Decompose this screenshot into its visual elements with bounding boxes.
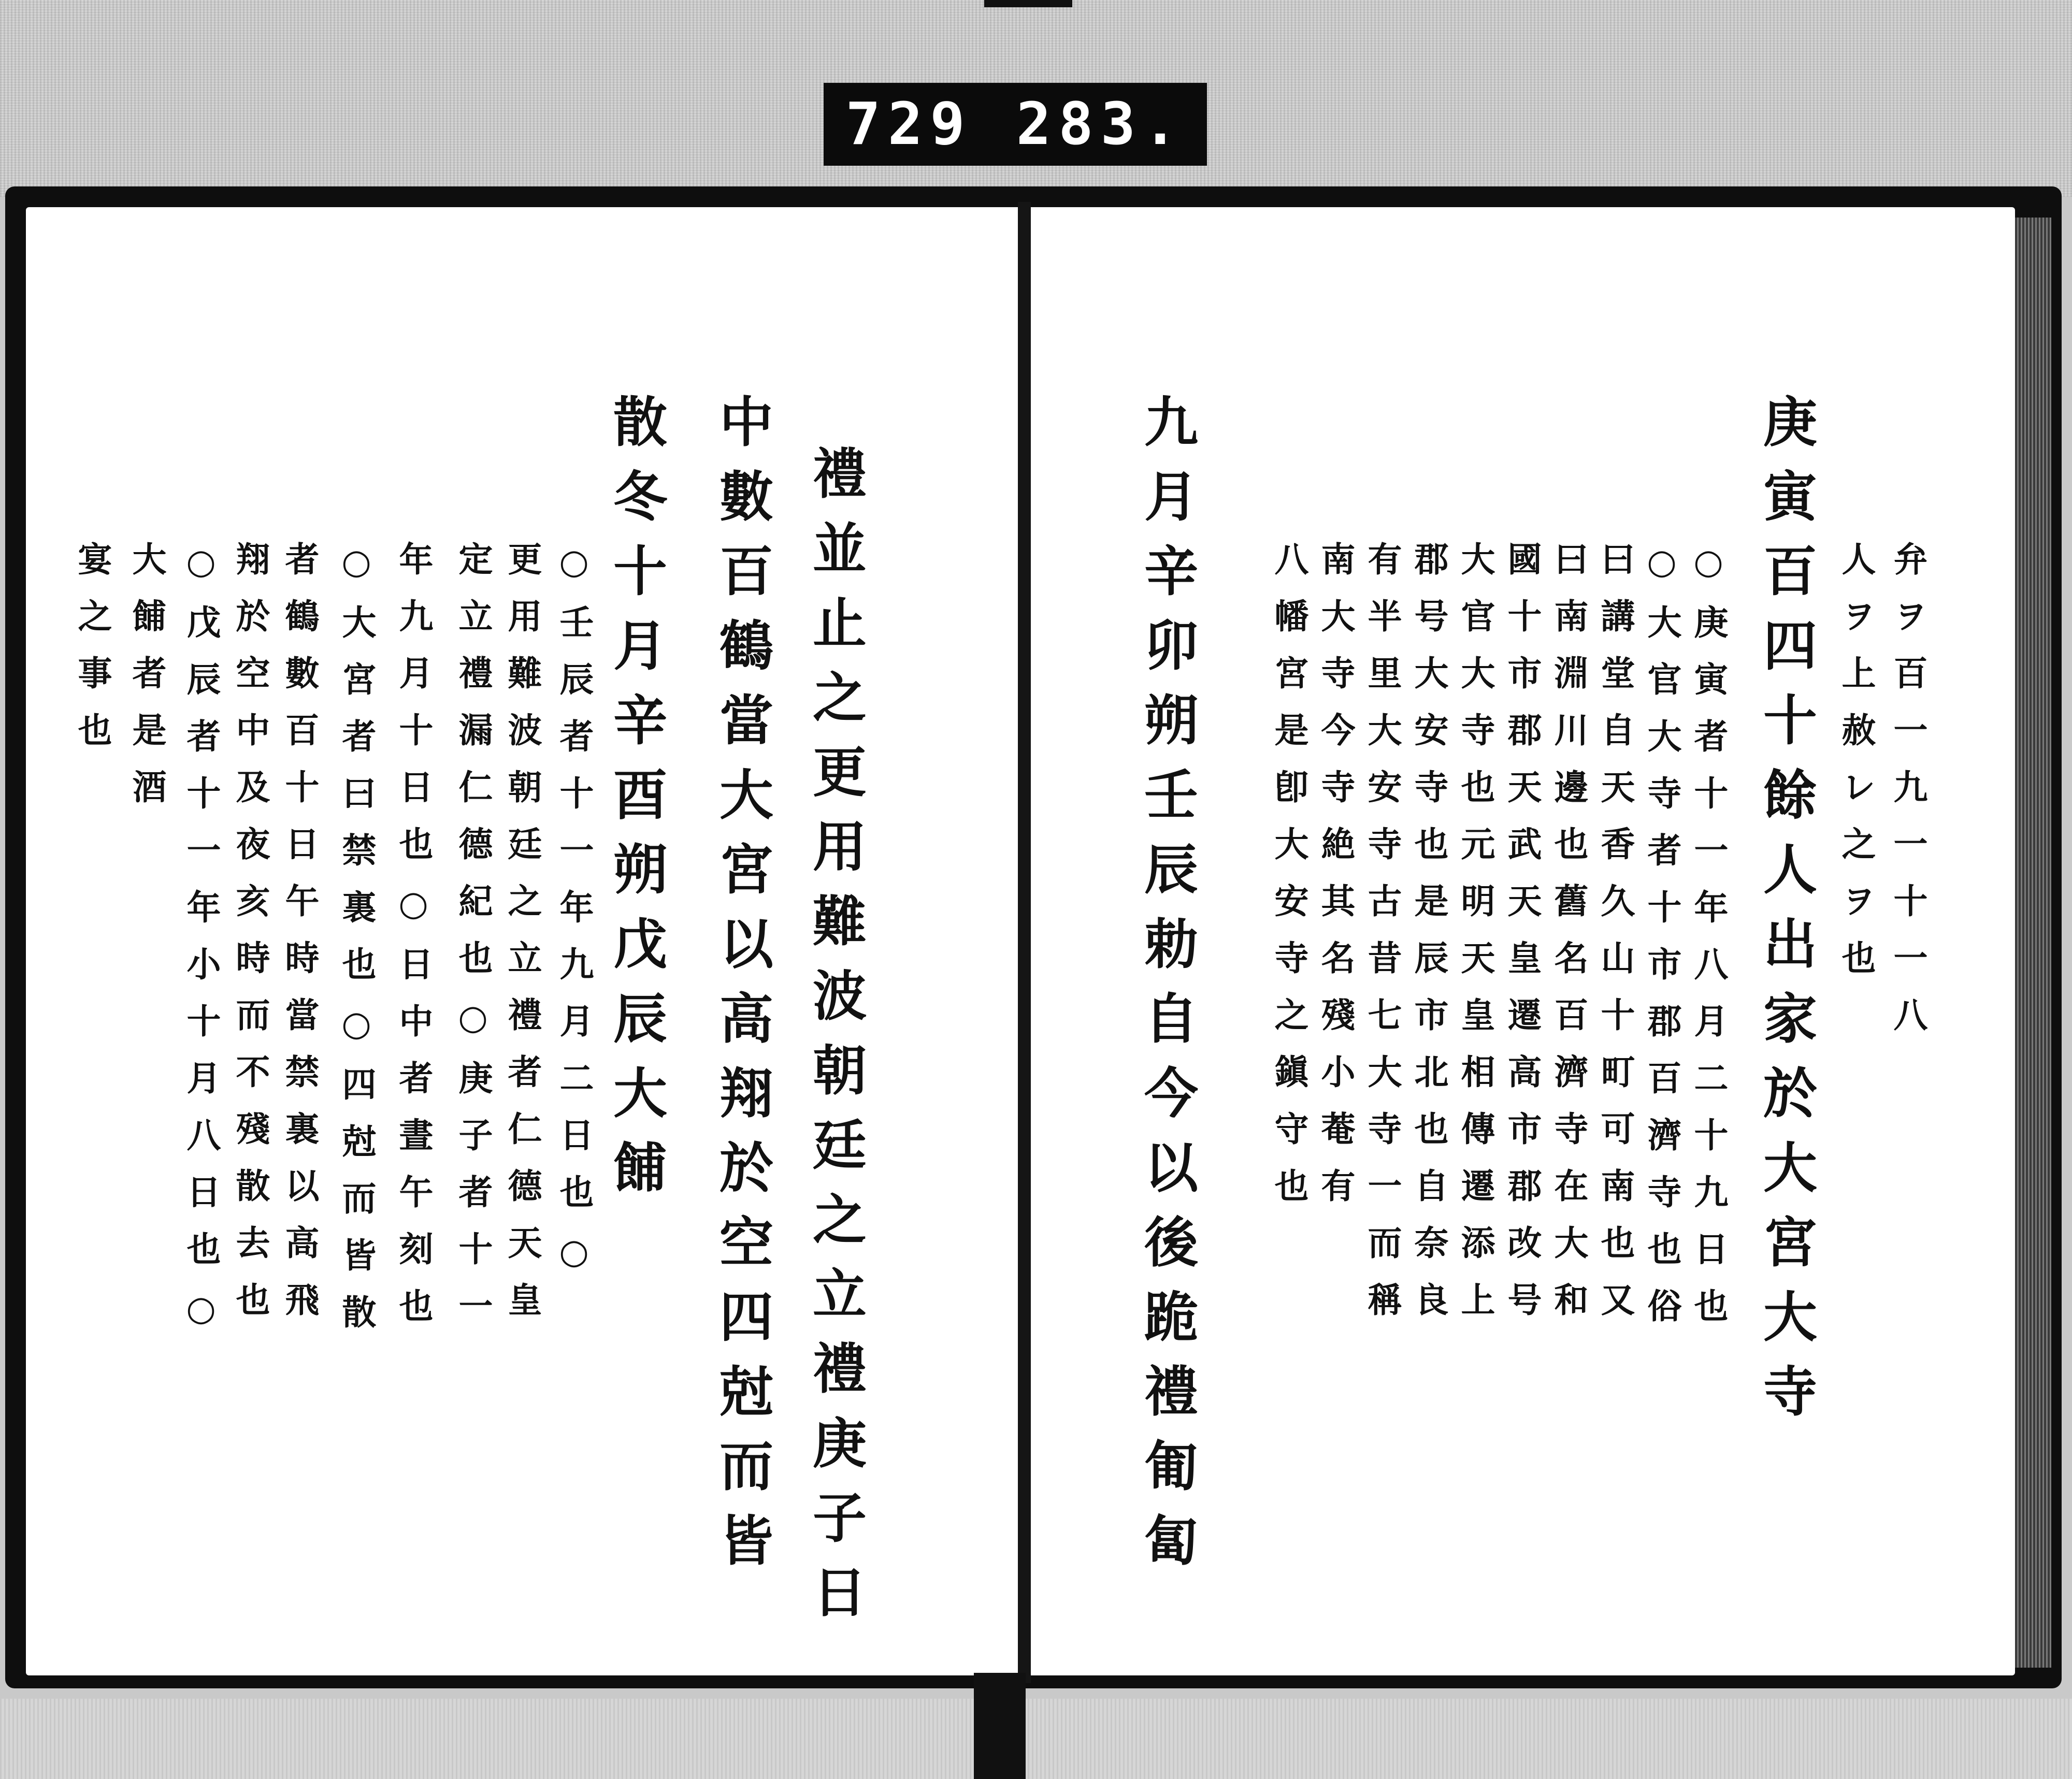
text-column-large: 中數百鶴當大宮以高翔於空四尅而皆 (710, 394, 774, 1587)
text-column: 國十市郡天武天皇遷高市郡改号 (1502, 541, 1542, 1339)
text-column: 者鶴數百十日午時當禁裏以高飛 (279, 541, 320, 1339)
text-column: ○戊辰者十一年小十月八日也○ (181, 541, 221, 1351)
text-column: ○壬辰者十一年九月二日也○ (554, 541, 594, 1294)
scanner-background-bottom (0, 1699, 2072, 1779)
text-column: 宴之事也 (72, 541, 112, 769)
text-column: 曰南淵川邊也舊名百濟寺在大和 (1548, 541, 1589, 1339)
text-column: 曰講堂自天香久山十町可南也又 (1595, 541, 1635, 1339)
text-column-large: 禮並止之更用難波朝廷之立禮庚子日 (803, 445, 867, 1639)
film-marker-top (984, 0, 1072, 7)
text-column-large: 庚寅百四十餘人出家於大宮大寺 (1754, 394, 1818, 1438)
text-column-large: 九月辛卯朔壬辰勅自今以後跪禮匍匐 (1135, 394, 1199, 1587)
text-column: 八幡宮是卽大安寺之鎭守也 (1269, 541, 1309, 1225)
text-column: ○庚寅者十一年八月二十九日也 (1688, 541, 1729, 1345)
text-column-large: 散冬十月辛酉朔戊辰大餔 (604, 394, 668, 1214)
text-column: ○大官大寺者十市郡百濟寺也俗 (1642, 541, 1682, 1345)
text-column: 有半里大安寺古昔七大寺一而稱 (1362, 541, 1402, 1339)
text-column: 年九月十日也○日中者晝午刻也 (393, 541, 434, 1345)
text-column: 大官大寺也元明天皇相傳遷添上 (1455, 541, 1495, 1339)
text-column: 南大寺今寺絶其名殘小菴有 (1315, 541, 1356, 1225)
frame-number-left: 729 (845, 91, 972, 158)
text-column: 人ヲ上赦レ之ヲ也 (1836, 541, 1876, 997)
page-edges (2015, 218, 2051, 1668)
film-marker-bottom (974, 1673, 1026, 1779)
book-gutter (1018, 202, 1031, 1683)
text-column: ○大宮者曰禁裏也○四尅而皆散 (336, 541, 377, 1351)
text-column: 更用難波朝廷之立禮者仁德天皇 (502, 541, 542, 1339)
text-column: 郡号大安寺也是辰市北也自奈良 (1408, 541, 1449, 1339)
text-column: 定立禮漏仁德紀也○庚子者十一 (453, 541, 493, 1345)
right-header-line: 弁ヲ百一九一十一八 (1888, 541, 1928, 1054)
text-column: 翔於空中及夜亥時而不殘散去也 (230, 541, 270, 1339)
frame-number-label (824, 83, 1207, 166)
frame-number-right: 283. (1016, 91, 1185, 158)
text-column: 大餔者是酒 (126, 541, 167, 826)
